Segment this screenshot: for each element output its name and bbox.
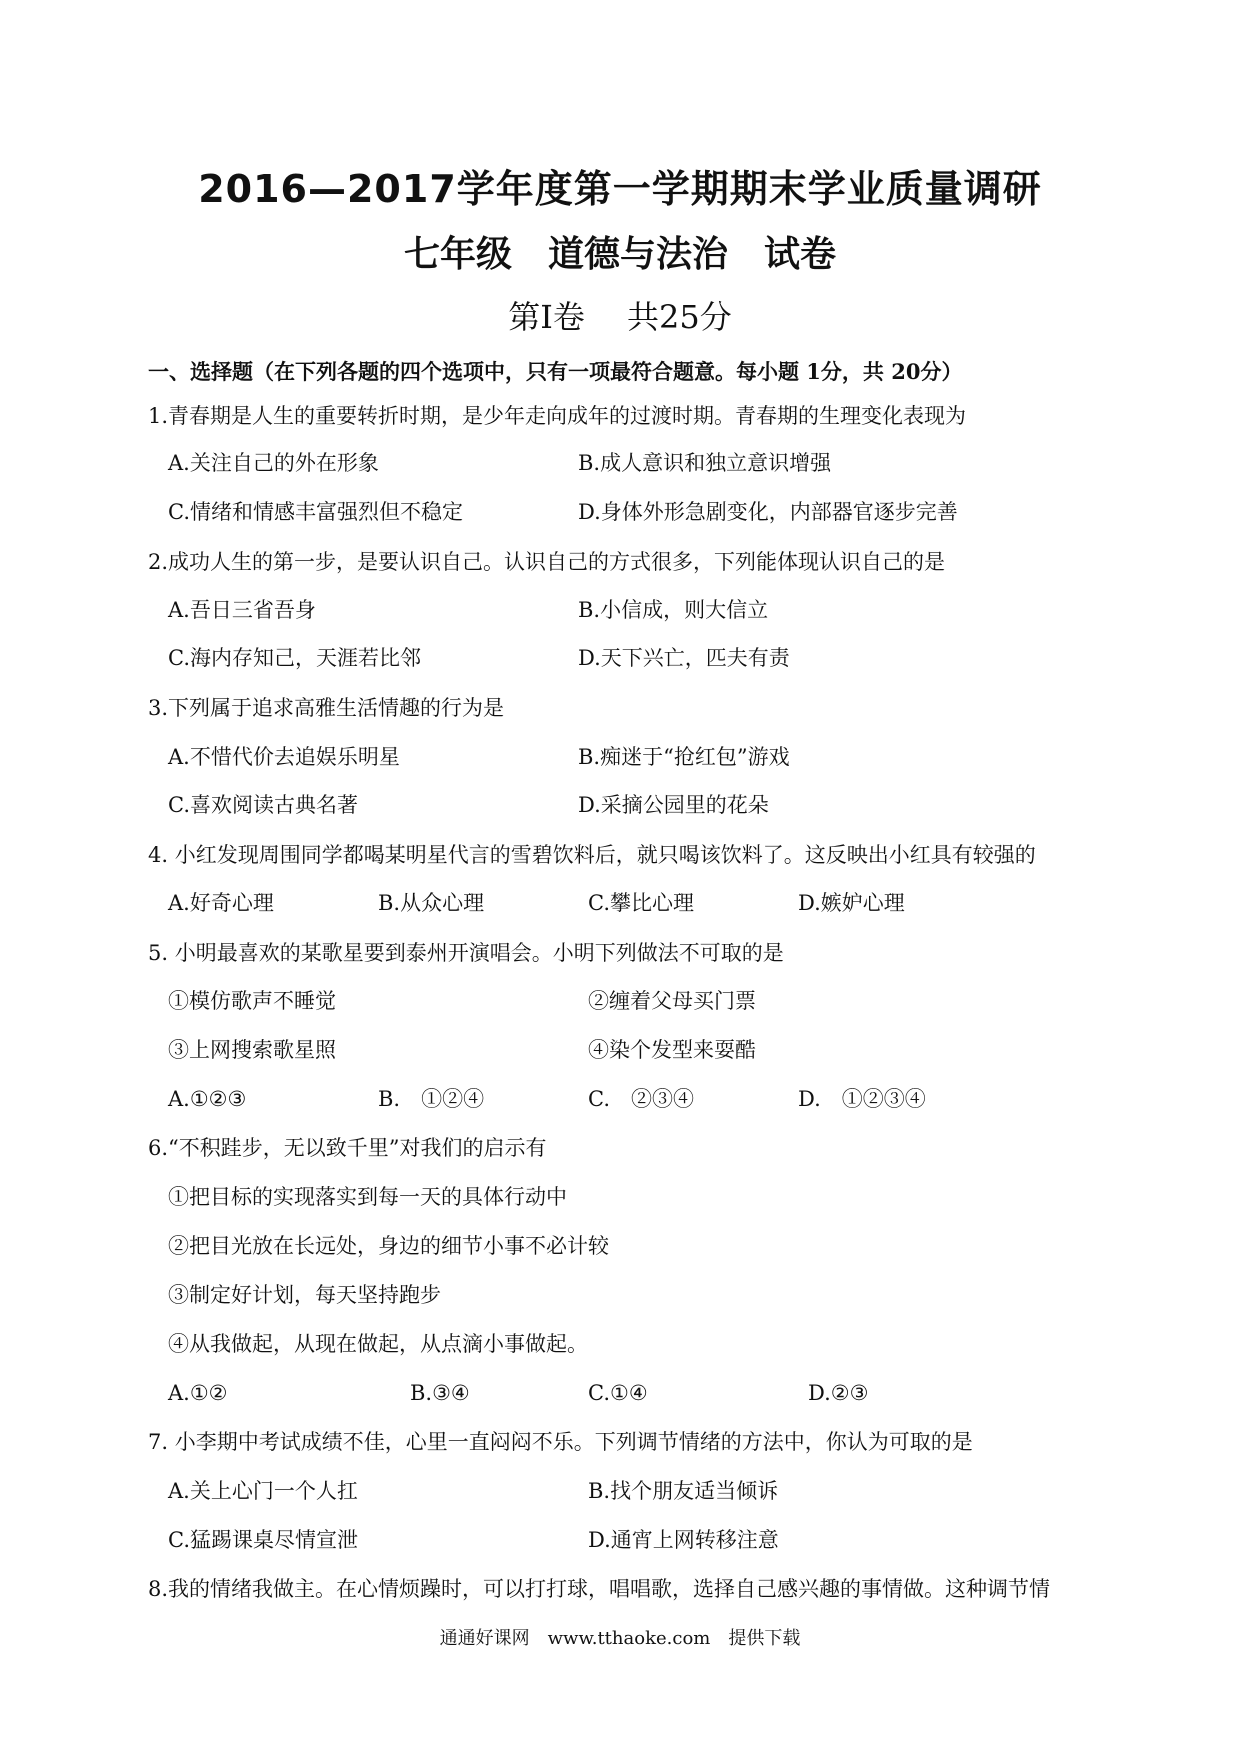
option-b: B.③④ — [410, 1381, 470, 1405]
option-a: A.不惜代价去追娱乐明星 — [168, 745, 400, 769]
question-stem: 4. 小红发现周围同学都喝某明星代言的雪碧饮料后，就只喝该饮料了。这反映出小红具有较强的 — [148, 843, 1036, 867]
statement-item: ②缠着父母买门票 — [588, 989, 756, 1013]
question-stem: 5. 小明最喜欢的某歌星要到泰州开演唱会。小明下列做法不可取的是 — [148, 941, 784, 965]
question-stem: 3.下列属于追求高雅生活情趣的行为是 — [148, 696, 505, 720]
option-d: D.嫉妒心理 — [798, 891, 905, 915]
option-a: A.吾日三省吾身 — [168, 598, 316, 622]
option-a: A.①② — [168, 1381, 228, 1405]
volume-heading: 第Ⅰ卷 共25分 — [508, 298, 732, 336]
question-stem: 7. 小李期中考试成绩不佳，心里一直闷闷不乐。下列调节情绪的方法中，你认为可取的是 — [148, 1430, 973, 1454]
option-d: D.身体外形急剧变化，内部器官逐步完善 — [578, 500, 958, 524]
option-b: B.小信成，则大信立 — [578, 598, 769, 622]
exam-title: 2016—2017学年度第一学期期末学业质量调研 — [198, 167, 1042, 211]
statement-item: ④从我做起，从现在做起，从点滴小事做起。 — [168, 1332, 588, 1356]
option-b: B.痴迷于“抢红包”游戏 — [578, 745, 790, 769]
page-footer: 通通好课网 www.tthaoke.com 提供下载 — [439, 1628, 801, 1649]
option-d: D.②③ — [808, 1381, 869, 1405]
statement-item: ②把目光放在长远处，身边的细节小事不必计较 — [168, 1234, 609, 1258]
option-b: B.找个朋友适当倾诉 — [588, 1479, 779, 1503]
option-d: D.天下兴亡，匹夫有责 — [578, 646, 790, 670]
statement-item: ①模仿歌声不睡觉 — [168, 989, 336, 1013]
option-c: C.喜欢阅读古典名著 — [168, 793, 358, 817]
option-d: D.采摘公园里的花朵 — [578, 793, 769, 817]
option-b: B.从众心理 — [378, 891, 485, 915]
exam-subtitle: 七年级 道德与法治 试卷 — [403, 234, 836, 275]
option-c: C. ②③④ — [588, 1087, 694, 1111]
option-c: C.攀比心理 — [588, 891, 694, 915]
option-d: D. ①②③④ — [798, 1087, 926, 1111]
section-heading: 一、选择题（在下列各题的四个选项中，只有一项最符合题意。每小题 1分，共 20分） — [148, 359, 963, 384]
statement-item: ④染个发型来耍酷 — [588, 1038, 756, 1062]
option-d: D.通宵上网转移注意 — [588, 1528, 779, 1552]
question-stem: 8.我的情绪我做主。在心情烦躁时，可以打打球，唱唱歌，选择自己感兴趣的事情做。这种调节情 — [148, 1577, 1051, 1601]
option-a: A.关注自己的外在形象 — [168, 451, 379, 475]
option-c: C.①④ — [588, 1381, 648, 1405]
option-c: C.猛踢课桌尽情宣泄 — [168, 1528, 358, 1552]
question-stem: 6.“不积跬步，无以致千里”对我们的启示有 — [148, 1136, 547, 1160]
option-c: C.情绪和情感丰富强烈但不稳定 — [168, 500, 463, 524]
option-a: A.关上心门一个人扛 — [168, 1479, 358, 1503]
option-a: A.①②③ — [168, 1087, 247, 1111]
option-a: A.好奇心理 — [168, 891, 274, 915]
question-stem: 1.青春期是人生的重要转折时期，是少年走向成年的过渡时期。青春期的生理变化表现为 — [148, 404, 967, 428]
option-b: B. ①②④ — [378, 1087, 485, 1111]
statement-item: ③制定好计划，每天坚持跑步 — [168, 1283, 441, 1307]
option-c: C.海内存知己，天涯若比邻 — [168, 646, 421, 670]
option-b: B.成人意识和独立意识增强 — [578, 451, 832, 475]
question-stem: 2.成功人生的第一步，是要认识自己。认识自己的方式很多，下列能体现认识自己的是 — [148, 550, 946, 574]
statement-item: ①把目标的实现落实到每一天的具体行动中 — [168, 1185, 567, 1209]
statement-item: ③上网搜索歌星照 — [168, 1038, 336, 1062]
